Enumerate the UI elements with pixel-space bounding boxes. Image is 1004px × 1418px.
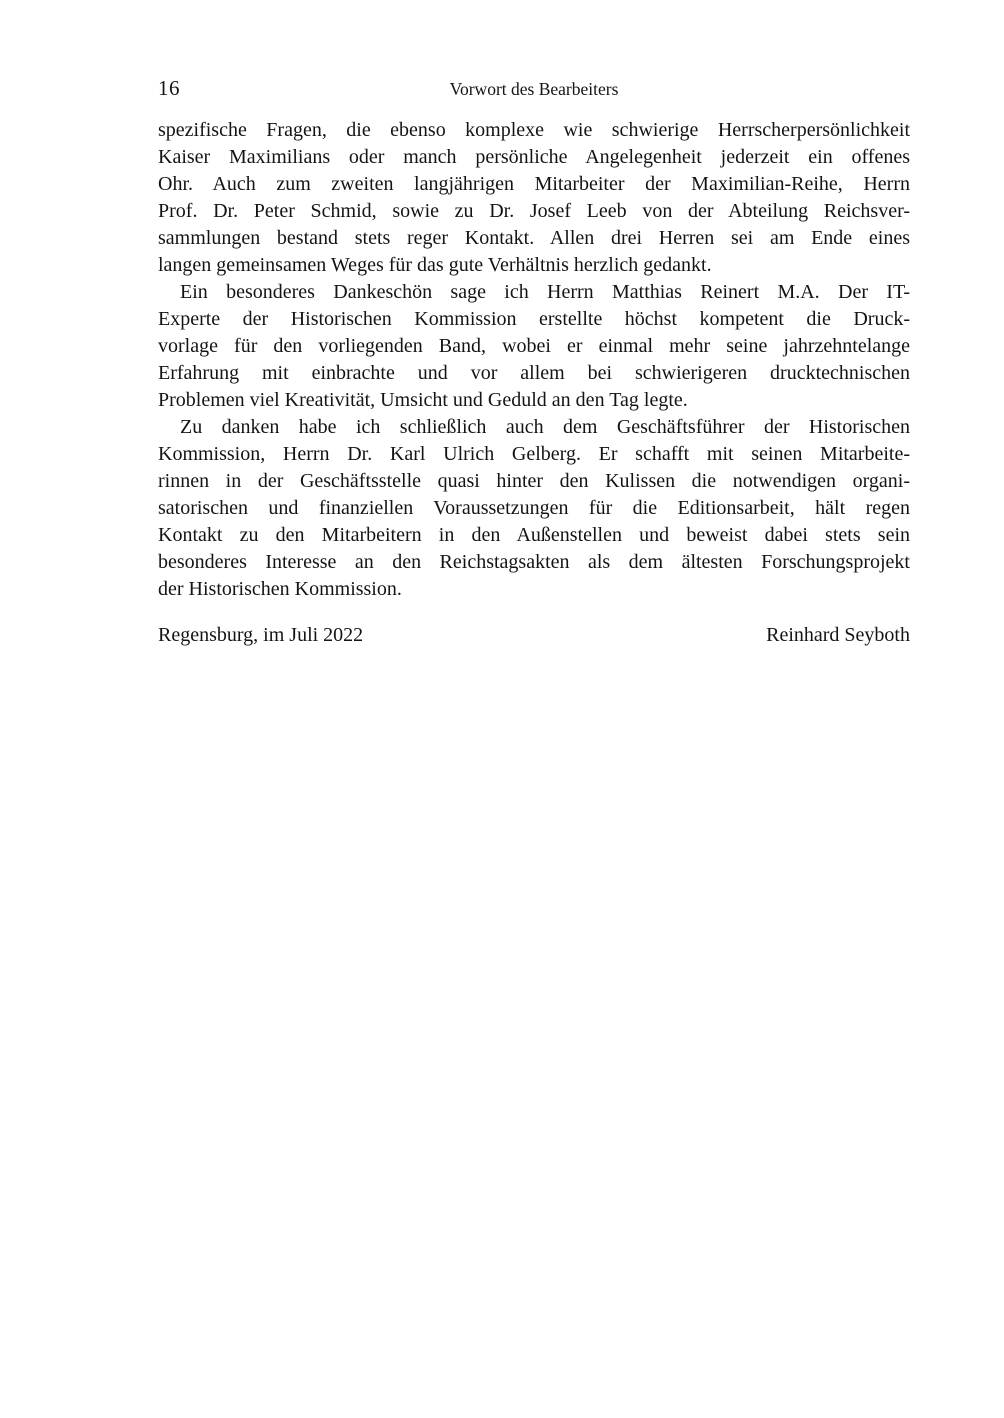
text-line: langen gemeinsamen Weges für das gute Verhältnis herzlich gedankt. [158,254,712,276]
text-line: rinnen in der Geschäftsstelle quasi hinter den Kulissen die notwendigen organi- [158,470,910,492]
body-text [158,117,910,603]
text-line: besonderes Interesse an den Reichstagsakten als dem ältesten Forschungsprojekt [158,551,910,573]
signature-row [158,624,910,647]
running-head: Vorwort des Bearbeiters [449,79,619,99]
text-line: Experte der Historischen Kommission erstellte höchst kompetent die Druck- [158,308,910,330]
text-line: der Historischen Kommission. [158,578,402,600]
text-line: satorischen und finanziellen Voraussetzungen für die Editionsarbeit, hält regen [158,497,910,519]
paragraph [158,414,910,603]
page-header [158,76,910,102]
paragraph [158,117,910,279]
text-line: Ohr. Auch zum zweiten langjährigen Mitarbeiter der Maximilian-Reihe, Herrn [158,173,910,195]
paragraph [158,279,910,414]
text-line: Erfahrung mit einbrachte und vor allem bei schwierigeren drucktechnischen [158,362,910,384]
text-line: Kommission, Herrn Dr. Karl Ulrich Gelberg. Er schafft mit seinen Mitarbeite- [158,443,910,465]
text-line: Kaiser Maximilians oder manch persönliche Angelegenheit jederzeit ein offenes [158,146,910,168]
text-line: Zu danken habe ich schließlich auch dem Geschäftsführer der Historischen [180,416,910,438]
text-line: sammlungen bestand stets reger Kontakt. Allen drei Herren sei am Ende eines [158,227,910,249]
text-line: Kontakt zu den Mitarbeitern in den Außenstellen und beweist dabei stets sein [158,524,910,546]
text-line: Ein besonderes Dankeschön sage ich Herrn Matthias Reinert M.A. Der IT- [180,281,910,303]
text-line: Problemen viel Kreativität, Umsicht und Geduld an den Tag legte. [158,389,688,411]
text-line: spezifische Fragen, die ebenso komplexe wie schwierige Herrscherpersönlichkeit [158,119,910,141]
text-line: Prof. Dr. Peter Schmid, sowie zu Dr. Josef Leeb von der Abteilung Reichsver- [158,200,910,222]
page-number: 16 [158,76,180,100]
signature-place-date: Regensburg, im Juli 2022 [158,624,364,646]
text-line: vorlage für den vorliegenden Band, wobei er einmal mehr seine jahrzehntelange [158,335,910,357]
signature-author-name: Reinhard Seyboth [766,624,910,646]
